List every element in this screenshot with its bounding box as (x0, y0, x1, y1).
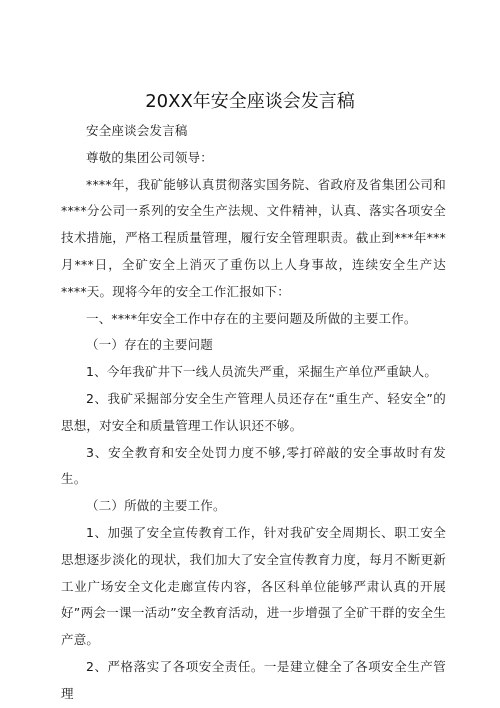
paragraph-subtitle: 安全座谈会发言稿 (86, 123, 188, 138)
document-body (61, 118, 446, 708)
paragraph-subheading-work: （二）所做的主要工作。 (86, 498, 226, 514)
paragraph-salutation: 尊敬的集团公司领导： (86, 149, 214, 165)
paragraph-section-heading: 一、****年安全工作中存在的主要问题及所做的主要工作。 (86, 310, 417, 326)
paragraph-work-2: 2、严格落实了各项安全责任。一是建立健全了各项安全生产管理 (61, 658, 446, 701)
paragraph-problem-3: 3、安全教育和安全处罚力度不够,零打碎敲的安全事故时有发生。 (61, 444, 446, 487)
paragraph-intro: ****年，我矿能够认真贯彻落实国务院、省政府及省集团公司和****分公司一系列的安全生产法规、文件精神，认真、落实各项安全技术措施，严格工程质量管理，履行安全管理职责。截止到***年***月***日，全矿安全上消灭了重伤以上人身事故，连续安全生产达****天。现将今年的安全工作汇报如下： (61, 176, 446, 299)
paragraph-work-1: 1、加强了安全宣传教育工作，针对我矿安全周期长、职工安全思想逐步淡化的现状，我们加大了安全宣传教育力度，每月不断更新工业广场安全文化走廊宣传内容，各区科单位能够严肃认真的开展好”两会一课一活动”安全教育活动，进一步增强了全矿干群的安全生产意。 (61, 524, 446, 648)
document-title: 20XX年安全座谈会发言稿 (145, 91, 355, 112)
paragraph-subheading-problems: （一）存在的主要问题 (86, 337, 214, 353)
paragraph-problem-2: 2、我矿采掘部分安全生产管理人员还存在“重生产、轻安全”的思想，对安全和质量管理工作认识还不够。 (61, 390, 446, 433)
paragraph-problem-1: 1、今年我矿井下一线人员流失严重，采掘生产单位严重缺人。 (86, 364, 438, 380)
